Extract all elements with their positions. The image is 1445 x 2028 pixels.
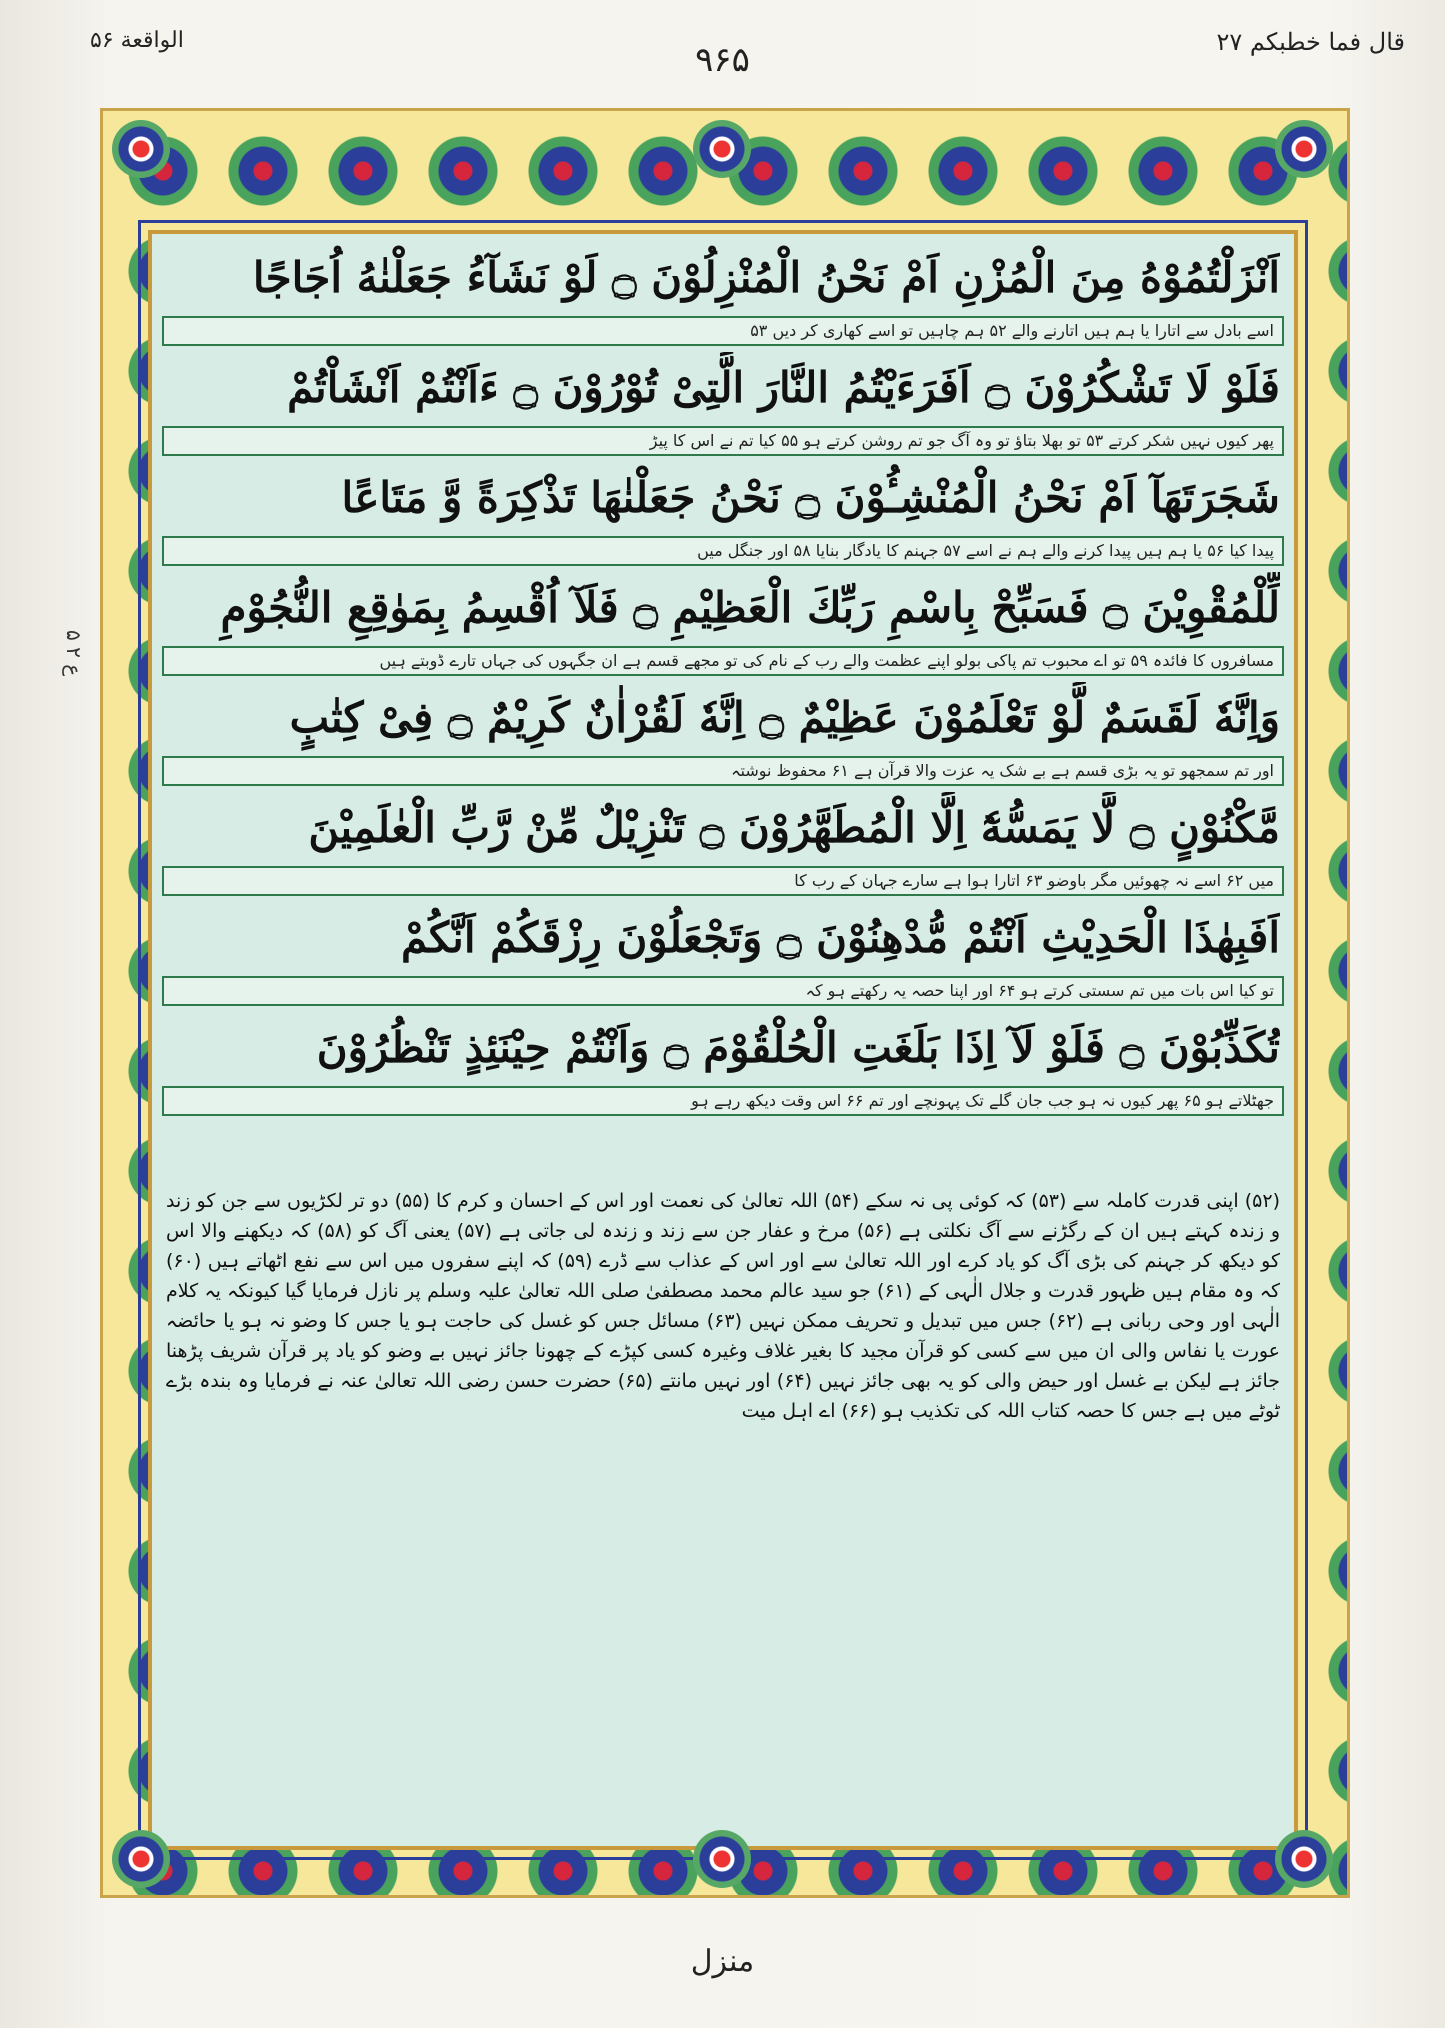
arabic-verse-line: مَّكْنُوْنٍ ۝ لَّا يَمَسُّهٗٓ اِلَّا الْمُطَهَّرُوْنَ ۝ تَنْزِيْلٌ مِّنْ رَّبِّ الْعٰلَمِيْنَ [308,803,1280,852]
urdu-translation-line: مسافروں کا فائدہ ۵۹ تو اے محبوب تم پاکی بولو اپنے عظمت والے رب کے نام کی تو مجھے قسم ہے ان جگہوں کی جہاں تارے ڈوبتے ہیں [162,646,1284,676]
arabic-verse-line: لِّلْمُقْوِيْنَ ۝ فَسَبِّحْ بِاسْمِ رَبِّكَ الْعَظِيْمِ ۝ فَلَآ اُقْسِمُ بِمَوٰقِعِ النُّجُوْمِ [220,583,1280,632]
flower-ornament-icon [112,120,170,178]
urdu-translation-line: پھر کیوں نہیں شکر کرتے ۵۳ تو بھلا بتاؤ تو وہ آگ جو تم روشن کرتے ہو ۵۵ کیا تم نے اس کا پیڑ [162,426,1284,456]
flower-ornament-icon [693,120,751,178]
flower-ornament-icon [112,1830,170,1888]
urdu-translation-line: میں ۶۲ اسے نہ چھوئیں مگر باوضو ۶۳ اتارا ہوا ہے سارے جہان کے رب کا [162,866,1284,896]
page-number: ۹۶۵ [695,40,750,80]
arabic-verse-line: اَفَبِهٰذَا الْحَدِيْثِ اَنْتُمْ مُّدْهِنُوْنَ ۝ وَتَجْعَلُوْنَ رِزْقَكُمْ اَنَّكُمْ [401,913,1280,962]
verse-row [152,792,1294,898]
arabic-verse-line: وَاِنَّهٗ لَقَسَمٌ لَّوْ تَعْلَمُوْنَ عَظِيْمٌ ۝ اِنَّهٗ لَقُرْاٰنٌ كَرِيْمٌ ۝ فِىْ كِتٰبٍ [289,693,1280,742]
flower-ornament-icon [1275,1830,1333,1888]
verse-row [152,352,1294,458]
flower-ornament-icon [693,1830,751,1888]
arabic-verse-line: تُكَذِّبُوْنَ ۝ فَلَوْ لَآ اِذَا بَلَغَتِ الْحُلْقُوْمَ ۝ وَاَنْتُمْ حِيْنَئِذٍ تَنْظُرُوْنَ [316,1023,1280,1072]
verse-row [152,462,1294,568]
arabic-verse-line: فَلَوْ لَا تَشْكُرُوْنَ ۝ اَفَرَءَيْتُمُ النَّارَ الَّتِىْ تُوْرُوْنَ ۝ ءَاَنْتُمْ اَنْشَاْتُمْ [287,363,1280,412]
ruku-marker: ع ۲ ۵ [62,630,86,677]
verse-row [152,242,1294,348]
tafsir-footnotes: (۵۲) اپنی قدرت کاملہ سے (۵۳) کہ کوئی پی نہ سکے (۵۴) اللہ تعالیٰ کی نعمت اور اس کے احسان و کرم کا (۵۵) دو تر لکڑیوں سے جن کو زند و زندہ کہتے ہیں ان کے رگڑنے سے آگ نکلتی ہے (۵۶) مرخ و عفار جن سے زند و زندہ لی جاتی ہے (۵۷) یعنی آگ کو (۵۸) کہ دیکھنے والا اس کو دیکھ کر جہنم کی بڑی آگ کو یاد کرے اور اللہ تعالیٰ سے اور اس کے عذاب سے ڈرے (۵۹) کہ اپنے سفروں میں اس سے نفع اٹھاتے ہیں (۶۰) کہ وہ مقام ہیں ظہور قدرت و جلال الٰہی کے (۶۱) جو سید عالم محمد مصطفیٰ صلی اللہ تعالیٰ علیہ وسلم پر نازل فرمایا گیا کیونکہ یہ کلام الٰہی اور وحی ربانی ہے (۶۲) جس میں تبدیل و تحریف ممکن نہیں (۶۳) مسائل جس کو غسل کی حاجت ہو یا جس کا وضو نہ ہو یا حائضہ عورت یا نفاس والی ان میں سے کسی کو قرآن مجید کا بغیر غلاف وغیرہ کسی کپڑے کے چھونا جائز نہیں بے وضو کو یاد پر قرآن شریف پڑھنا جائز ہے لیکن بے غسل اور حیض والی کو یہ بھی جائز نہیں (۶۴) اور نہیں مانتے (۶۵) حضرت حسن رضی اللہ تعالیٰ عنہ نے فرمایا وہ بندہ بڑے ٹوٹے میں ہے جس کا حصہ کتاب اللہ کی تکذیب ہو (۶۶) اے اہل میت [166,1190,1280,1422]
text-panel [148,230,1298,1850]
verse-row [152,572,1294,678]
verse-row [152,902,1294,1008]
verse-row [152,682,1294,788]
flower-ornament-icon [1275,120,1333,178]
juz-header: قال فما خطبكم ۲۷ [1216,28,1405,56]
arabic-verse-line: شَجَرَتَهَآ اَمْ نَحْنُ الْمُنْشِـُٔوْنَ ۝ نَحْنُ جَعَلْنٰهَا تَذْكِرَةً وَّ مَتَاعًا [341,473,1280,522]
urdu-translation-line: تو کیا اس بات میں تم سستی کرتے ہو ۶۴ اور اپنا حصہ یہ رکھتے ہو کہ [162,976,1284,1006]
urdu-translation-line: اسے بادل سے اتارا یا ہم ہیں اتارنے والے ۵۲ ہم چاہیں تو اسے کھاری کر دیں ۵۳ [162,316,1284,346]
verse-row [152,1012,1294,1118]
urdu-translation-line: اور تم سمجھو تو یہ بڑی قسم ہے بے شک یہ عزت والا قرآن ہے ۶۱ محفوظ نوشتہ [162,756,1284,786]
urdu-translation-line: جھٹلاتے ہو ۶۵ پھر کیوں نہ ہو جب جان گلے تک پہونچے اور تم ۶۶ اس وقت دیکھ رہے ہو [162,1086,1284,1116]
arabic-verse-line: اَنْزَلْتُمُوْهُ مِنَ الْمُزْنِ اَمْ نَحْنُ الْمُنْزِلُوْنَ ۝ لَوْ نَشَآءُ جَعَلْنٰهُ اُجَاجًا [252,253,1280,302]
urdu-translation-line: پیدا کیا ۵۶ یا ہم ہیں پیدا کرنے والے ہم نے اسے ۵۷ جہنم کا یادگار بنایا ۵۸ اور جنگل میں [162,536,1284,566]
manzil-footer: منزل [690,1944,755,1979]
surah-header: الواقعة ۵۶ [90,28,184,53]
